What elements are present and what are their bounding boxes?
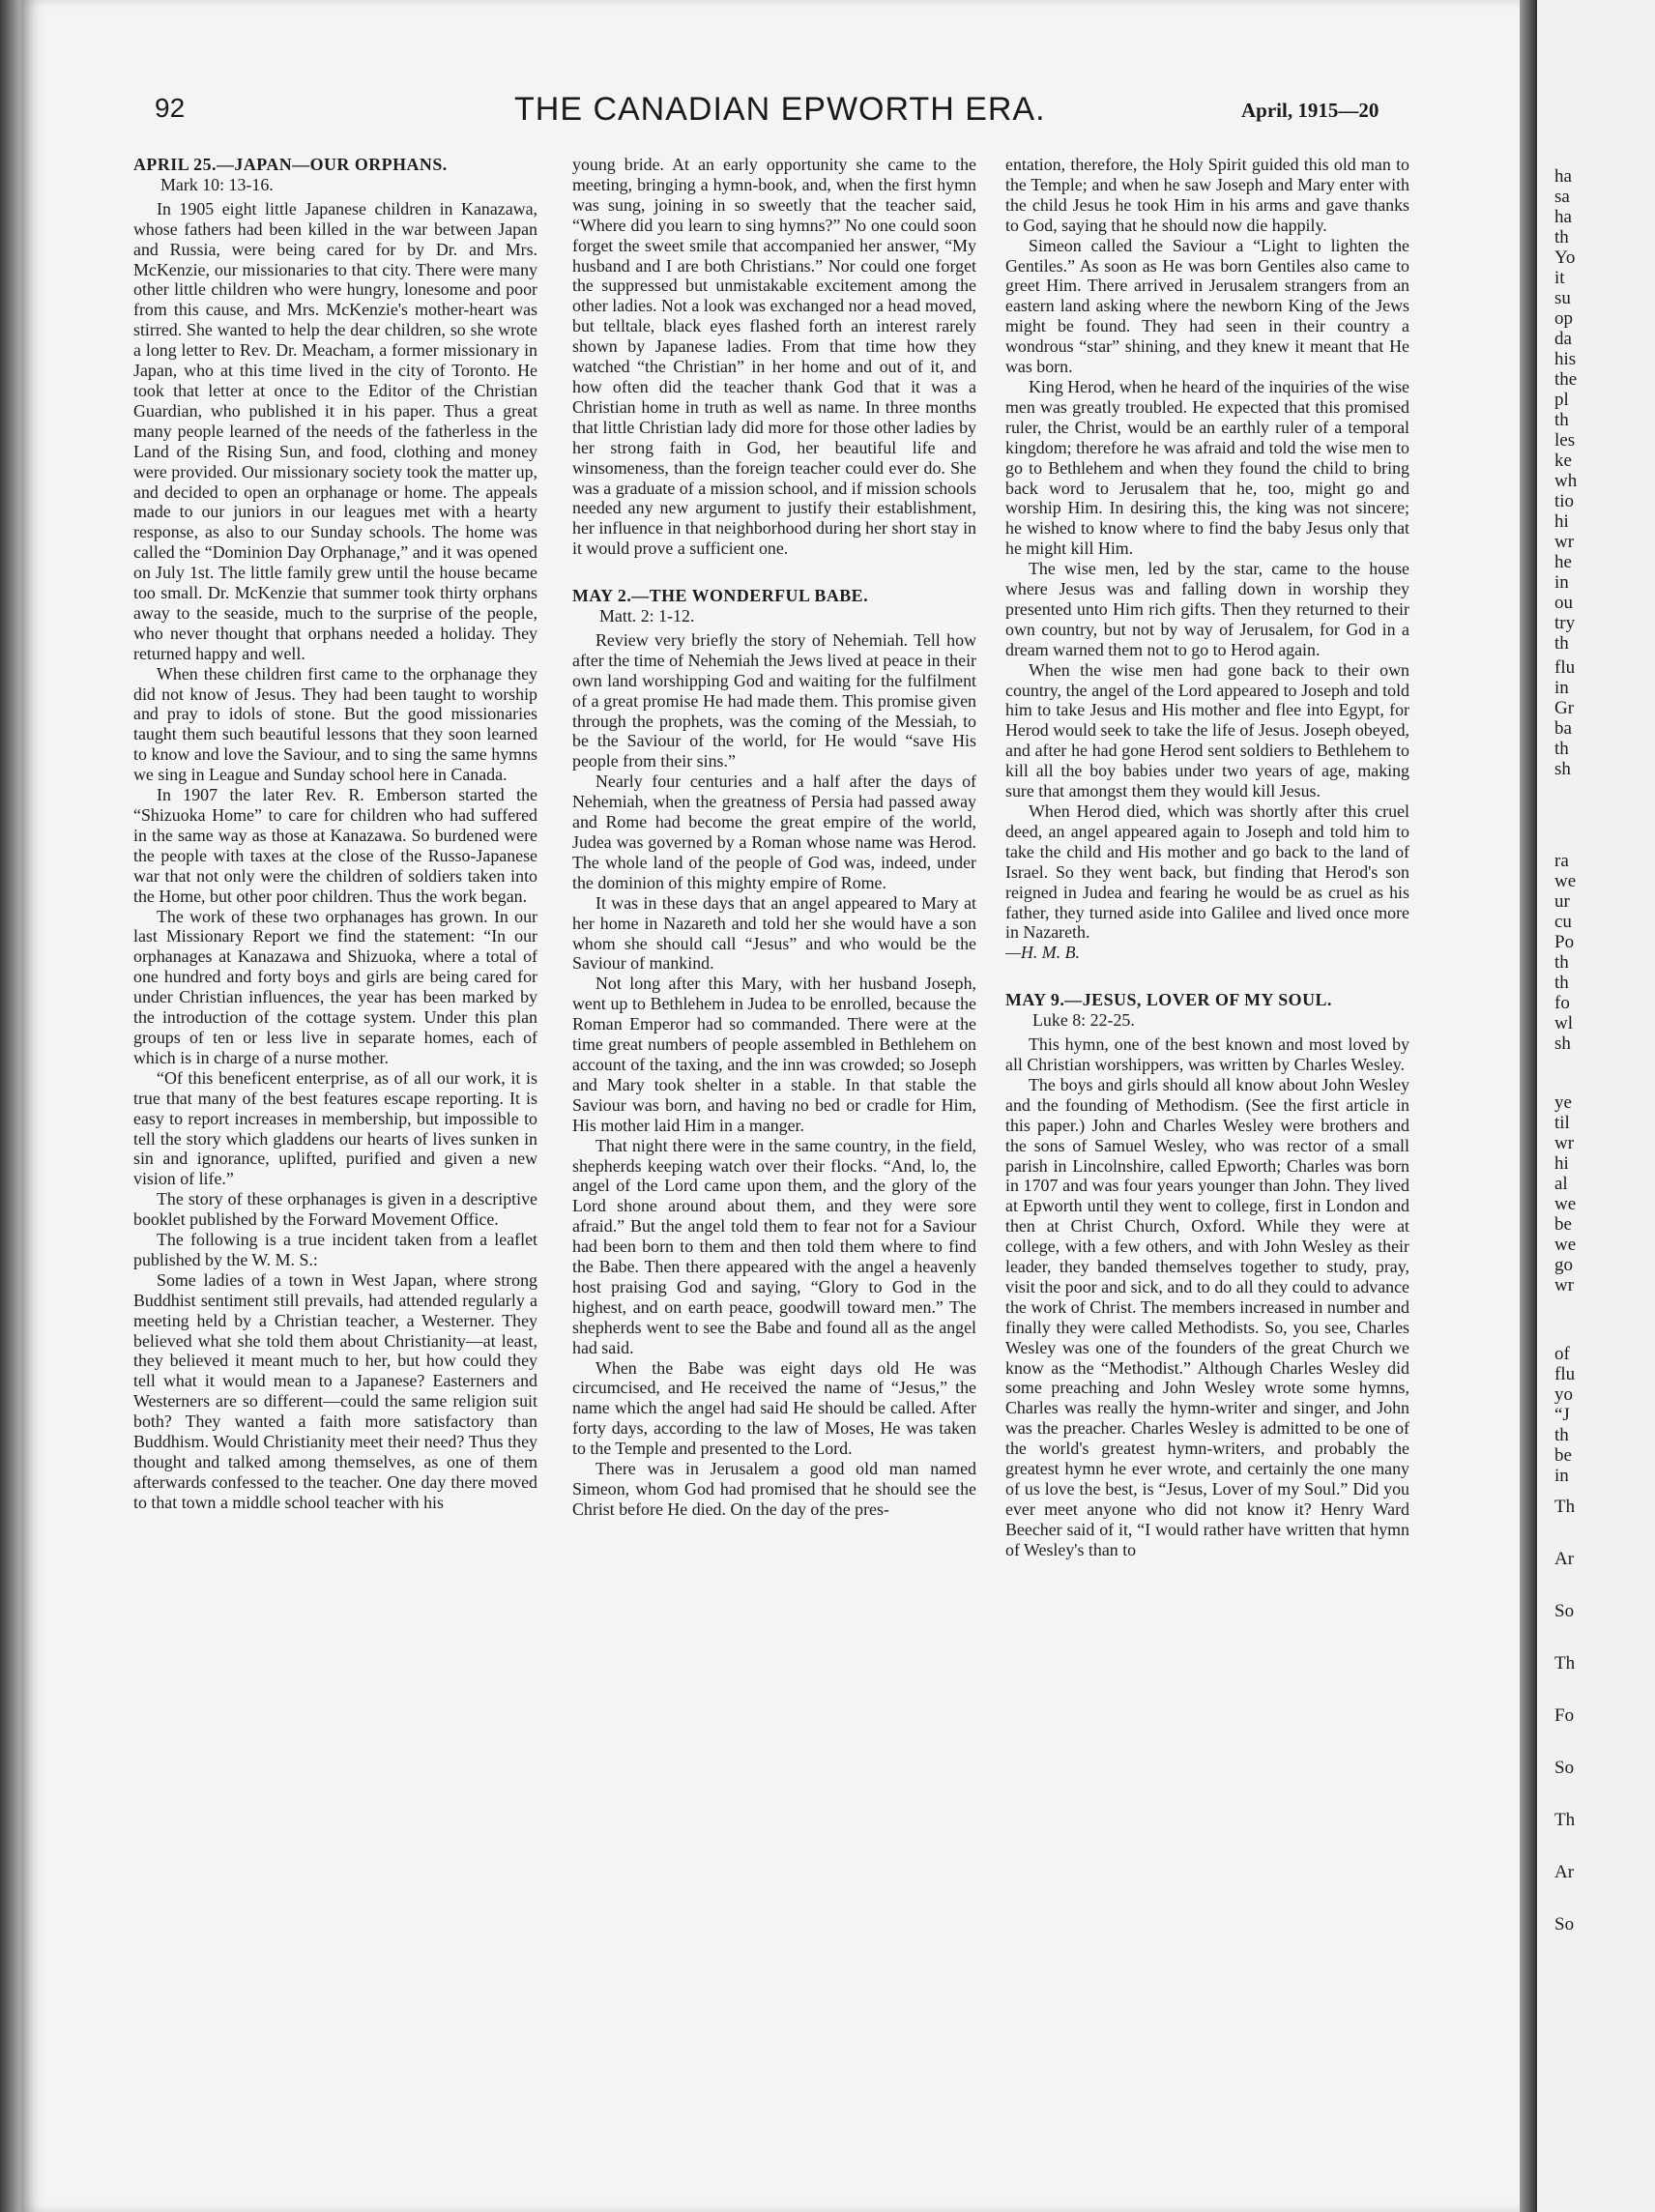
section-divider-space	[572, 559, 976, 586]
facing-page-text-fragment: sh	[1554, 1033, 1571, 1054]
paragraph: The boys and girls should all know about John Wesley and the founding of Methodism. (See the first article in this paper.) John and Charles Wesley were brothers and the sons of Samuel Wesley, who was rector of a small parish in Lincolnshire, called Epworth; Charles was born in 1707 and was four years younger than John. They lived at Epworth until they went to college, first in London and then at Christ Church, Oxford. While they were at college, with a few others, and with John Wesley as their leader, they banded themselves together to study, pray, visit the poor and sick, and to do all they could to advance the work of Christ. The members increased in number and finally they were called Methodists. So, you see, Charles Wesley was one of the founders of the great Church we know as the “Methodist.” Although Charles Wesley did some preaching and John Wesley wrote some hymns, Charles was really the hymn-writer and singer, and John was the preacher. Charles Wesley is admitted to be one of the world's greatest hymn-writers, and probably the greatest hymn he ever wrote, and certainly the one many of us love the best, is “Jesus, Lover of my Soul.” Did you ever meet anyone who did not know it? Henry Ward Beecher said of it, “I would rather have written that hymn of Wesley's than to	[1005, 1074, 1409, 1559]
lesson-heading-april-25: APRIL 25.—JAPAN—OUR ORPHANS.	[133, 155, 448, 174]
facing-page-text-fragment: Fo	[1554, 1705, 1575, 1726]
facing-page-text-fragment: ba	[1554, 718, 1572, 739]
paragraph: entation, therefore, the Holy Spirit guided this old man to the Temple; and when he saw Joseph and Mary enter with the child Jesus he took Him in his arms and gave thanks to God, saying that he should now die happily.	[1005, 155, 1409, 235]
facing-page-text-fragment: wl	[1554, 1013, 1573, 1033]
facing-page-text-fragment: ra	[1554, 851, 1569, 871]
facing-page-text-fragment: in	[1554, 572, 1569, 593]
paragraph: When the Babe was eight days old He was circumcised, and He received the name of “Jesus,” the name which the angel had said He should be called. After forty days, according to the law of Moses, He was taken to the Temple and presented to the Lord.	[572, 1357, 976, 1459]
masthead-title: THE CANADIAN EPWORTH ERA.	[514, 91, 1046, 128]
facing-page-text-fragment: try	[1554, 613, 1576, 633]
facing-page-text-fragment: th	[1554, 410, 1569, 430]
facing-page-text-fragment: his	[1554, 349, 1577, 369]
facing-page-text-fragment: th	[1554, 633, 1569, 654]
scripture-reference: Mark 10: 13-16.	[160, 174, 274, 194]
facing-page-text-fragment: hi	[1554, 1153, 1569, 1174]
paragraph: That night there were in the same country, in the field, shepherds keeping watch over their flocks. “And, lo, the angel of the Lord came upon them, and the glory of the Lord shone around about them, and they were sore afraid.” But the angel told them to fear not for a Saviour had been born to them and then told them where to find the Babe. Then there appeared with the angel a heavenly host praising God and saying, “Glory to God in the highest, and on earth peace, goodwill toward men.” The shepherds went to see the Babe and found all as the angel had said.	[572, 1135, 976, 1357]
page-header	[21, 93, 1520, 131]
paragraph: This hymn, one of the best known and most loved by all Christian worshippers, was written by Charles Wesley.	[1005, 1034, 1409, 1074]
paragraph: When the wise men had gone back to their own country, the angel of the Lord appeared to Joseph and told him to take Jesus and His mother and flee into Egypt, for Herod would seek to take the life of Jesus. Joseph obeyed, and after he had gone Herod sent soldiers to Bethlehem to kill all the boy babies under two years of age, making sure that amongst them they would kill Jesus.	[1005, 659, 1409, 801]
facing-page-text-fragment: wh	[1554, 471, 1578, 491]
facing-page-text-fragment: ye	[1554, 1092, 1572, 1113]
facing-page-text-fragment: be	[1554, 1445, 1572, 1466]
page-gutter-shadow	[1520, 0, 1537, 2212]
paragraph: Simeon called the Saviour a “Light to lighten the Gentiles.” As soon as He was born Gentiles also came to greet Him. There arrived in Jerusalem strangers from an eastern land asking where the newborn King of the Jews might be found. They had seen in their country a wondrous “star” shining, and they knew it meant that He was born.	[1005, 235, 1409, 377]
paragraph: The following is a true incident taken from a leaflet published by the W. M. S.:	[133, 1230, 537, 1269]
facing-page-text-fragment: wr	[1554, 1133, 1575, 1153]
paragraph: Not long after this Mary, with her husband Joseph, went up to Bethlehem in Judea to be enrolled, because the Roman Emperor had so commanded. There were at the time great numbers of people assembled in Bethlehem on account of the taxing, and the inn was crowded; so Joseph and Mary took shelter in a stable. In that stable the Saviour was born, and having no bed or cradle for Him, His mother laid Him in a manger.	[572, 974, 976, 1135]
facing-page-text-fragment: Gr	[1554, 698, 1575, 718]
paragraph: In 1907 the later Rev. R. Emberson started the “Shizuoka Home” to care for children who had suffered in the same way as those at Kanazawa. So burdened were the people with taxes at the close of the Russo-Japanese war that not only were the children of soldiers taken into the Home, but other poor children. Thus the work began.	[133, 785, 537, 906]
author-initials: —H. M. B.	[1005, 943, 1081, 963]
facing-page-text-fragment: Th	[1554, 1810, 1576, 1830]
paragraph: When these children first came to the orphanage they did not know of Jesus. They had been taught to worship and pray to idols of stone. But the good missionaries taught them such beautiful lessons that they soon learned to know and love the Saviour, and to sing the same hymns we sing in League and Sunday school here in Canada.	[133, 663, 537, 785]
facing-page-text-fragment: Yo	[1554, 247, 1576, 268]
facing-page-text-fragment: So	[1554, 1914, 1575, 1935]
facing-page-text-fragment: sa	[1554, 187, 1570, 207]
facing-page-text-fragment: ou	[1554, 593, 1573, 613]
facing-page-text-fragment: we	[1554, 1235, 1577, 1255]
facing-page-text-fragment: th	[1554, 739, 1569, 759]
facing-page-text-fragment: th	[1554, 1425, 1569, 1445]
paragraph: “Of this beneficent enterprise, as of all our work, it is true that many of the best features escape reporting. It is easy to report increases in membership, but impossible to tell the story which gladdens our hearts of lives sunken in sin and ignorance, uplifted, purified and given a new vision of life.”	[133, 1067, 537, 1189]
facing-page-text-fragment: Ar	[1554, 1549, 1575, 1569]
facing-page-text-fragment: hi	[1554, 511, 1569, 532]
facing-page-text-fragment: Ar	[1554, 1862, 1575, 1882]
facing-page-text-fragment: in	[1554, 1466, 1569, 1486]
scripture-reference: Matt. 2: 1-12.	[599, 606, 695, 626]
facing-page-text-fragment: it	[1554, 268, 1565, 288]
facing-page-text-fragment: he	[1554, 552, 1572, 572]
facing-page-text-fragment: su	[1554, 288, 1571, 308]
facing-page-text-fragment: op	[1554, 308, 1573, 329]
facing-page-text-fragment: of	[1554, 1344, 1570, 1364]
paragraph: young bride. At an early opportunity she came to the meeting, bringing a hymn-book, and, when the first hymn was sung, joining in so sweetly that the teacher said, “Where did you learn to sing hymns?” No one could soon forget the sweet smile that accompanied her answer, “My husband and I are both Christians.” Nor could one forget the suppressed but unmistakable excitement among the other ladies. Not a look was exchanged nor a head moved, but telltale, black eyes flashed forth an interest rarely shown by Japanese ladies. From that time how they watched “the Christian” in her home and out of it, and how often did the teacher thank God that it was a Christian home in truth as well as name. In three months that little Christian lady did more for those other ladies by her strong faith in God, her beautiful life and winsomeness, than the foreign teacher could ever do. She was a graduate of a mission school, and if mission schools needed any new argument to justify their establishment, her influence in that neighborhood during her short stay in it would prove a sufficient one.	[572, 155, 976, 559]
facing-page-text-fragment: ha	[1554, 166, 1572, 187]
paragraph: Some ladies of a town in West Japan, where strong Buddhist sentiment still prevails, had attended regularly a meeting held by a Christian teacher, a Westerner. They believed what she told them about Christianity—at least, they believed it meant much to her, but how could they tell what it would mean to a Japanese? Easterners and Westerners are so different—could the same religion suit both? They wanted a faith more satisfactory than Buddhism. Would Christianity meet their need? Thus they thought and talked among themselves, as one of them afterwards confessed to the teacher. One day there moved to that town a middle school teacher with his	[133, 1269, 537, 1512]
facing-page-text-fragment: ur	[1554, 891, 1570, 912]
column-2	[572, 155, 976, 2195]
facing-page-text-fragment: wr	[1554, 532, 1575, 552]
column-1	[133, 155, 537, 2195]
paragraph: There was in Jerusalem a good old man named Simeon, whom God had promised that he should see the Christ before He died. On the day of the pres-	[572, 1459, 976, 1519]
facing-page-text-fragment: til	[1554, 1113, 1570, 1133]
paragraph: King Herod, when he heard of the inquiries of the wise men was greatly troubled. He expected that this promised ruler, the Christ, would be an earthly ruler of a temporal kingdom; therefore he was afraid and told the wise men to go to Bethlehem and when they found the child to bring back word to Jerusalem that he, too, might go and worship Him. In desiring this, the king was not sincere; he wished to know where to find the baby Jesus only that he might kill Him.	[1005, 376, 1409, 559]
paragraph: The story of these orphanages is given in a descriptive booklet published by the Forward Movement Office.	[133, 1189, 537, 1230]
paragraph: The wise men, led by the star, came to the house where Jesus was and falling down in worship they presented unto Him rich gifts. Then they returned to their own country, but not by way of Jerusalem, for God in a dream warned them not to go to Herod again.	[1005, 559, 1409, 659]
facing-page-text-fragment: ke	[1554, 451, 1572, 471]
facing-page-text-fragment: yo	[1554, 1384, 1573, 1405]
facing-page-text-fragment: cu	[1554, 912, 1572, 932]
paragraph: Nearly four centuries and a half after the days of Nehemiah, when the greatness of Persia had passed away and Rome had become the great empire of the world, Judea was governed by a Roman whose name was Herod. The whole land of the people of God was, indeed, under the dominion of this mighty empire of Rome.	[572, 771, 976, 892]
facing-page-text-fragment: tio	[1554, 491, 1575, 511]
paragraph: In 1905 eight little Japanese children in Kanazawa, whose fathers had been killed in the war between Japan and Russia, were being cared for by Dr. and Mrs. McKenzie, our missionaries to that city. There were many other little children who were hungry, lonesome and poor from this cause, and Mrs. McKenzie's mother-heart was stirred. She wanted to help the dear children, so she wrote a long letter to Rev. Dr. Meacham, a former missionary in Japan, who at this time lived in the city of Toronto. He took that letter at once to the Editor of the Christian Guardian, who published it in his paper. Thus a great many people learned of the needs of the fatherless in the Land of the Rising Sun, and food, clothing and money were provided. Our missionary society took the matter up, and decided to open an orphanage or home. The appeals made to our juniors in our leagues met with a hearty response, as also to our Sunday schools. The home was called the “Dominion Day Orphanage,” and it was opened on July 1st. The little family grew until the house became too small. Dr. McKenzie that summer took thirty orphans away to the seaside, much to the surprise of the people, who never thought that orphans needed a holiday. They returned happy and well.	[133, 198, 537, 663]
facing-page-text-fragment: th	[1554, 227, 1569, 247]
paragraph: It was in these days that an angel appeared to Mary at her home in Nazareth and told her she would have a son whom she should call “Jesus” and who would be the Saviour of mankind.	[572, 892, 976, 974]
facing-page-text-fragment: Th	[1554, 1497, 1576, 1517]
facing-page-text-fragment: ha	[1554, 207, 1572, 227]
lesson-heading-may-2: MAY 2.—THE WONDERFUL BABE.	[572, 586, 869, 606]
facing-page-text-fragment: al	[1554, 1174, 1568, 1194]
facing-page-text-fragment: flu	[1554, 657, 1576, 678]
page-number: 92	[155, 93, 186, 123]
adjacent-page-edge	[1537, 0, 1655, 2212]
facing-page-text-fragment: da	[1554, 329, 1572, 349]
facing-page-text-fragment: th	[1554, 973, 1569, 993]
facing-page-text-fragment: Po	[1554, 932, 1575, 952]
facing-page-text-fragment: in	[1554, 678, 1569, 698]
issue-date: April, 1915—20	[1241, 99, 1379, 122]
facing-page-text-fragment: be	[1554, 1214, 1572, 1235]
paragraph: When Herod died, which was shortly after this cruel deed, an angel appeared again to Joseph and told him to take the child and His mother and go back to the land of Israel. So they went back, but finding that Herod's son reigned in Judea and fearing he would be as cruel as his father, they turned aside into Galilee and lived once more in Nazareth.	[1005, 801, 1409, 943]
facing-page-text-fragment: Th	[1554, 1653, 1576, 1674]
lesson-heading-may-9: MAY 9.—JESUS, LOVER OF MY SOUL.	[1005, 990, 1332, 1010]
section-divider-space	[1005, 963, 1409, 990]
paragraph: The work of these two orphanages has grown. In our last Missionary Report we find the statement: “In our orphanages at Kanazawa and Shizuoka, where a total of one hundred and forty boys and girls are being cared for under Christian influences, the year has been marked by the introduction of the cottage system. Under this plan groups of ten or less live in separate homes, each of which is in charge of a nurse mother.	[133, 906, 537, 1067]
facing-page-text-fragment: wr	[1554, 1275, 1575, 1295]
facing-page-text-fragment: sh	[1554, 759, 1571, 779]
facing-page-text-fragment: “J	[1554, 1405, 1570, 1425]
facing-page-text-fragment: So	[1554, 1601, 1575, 1621]
magazine-page	[21, 0, 1520, 2212]
column-3	[1005, 155, 1409, 2195]
facing-page-text-fragment: So	[1554, 1758, 1575, 1778]
facing-page-text-fragment: pl	[1554, 390, 1569, 410]
facing-page-text-fragment: les	[1554, 430, 1576, 451]
facing-page-text-fragment: flu	[1554, 1364, 1576, 1384]
facing-page-text-fragment: fo	[1554, 993, 1570, 1013]
facing-page-text-fragment: the	[1554, 369, 1578, 390]
facing-page-text-fragment: we	[1554, 1194, 1577, 1214]
facing-page-text-fragment: th	[1554, 952, 1569, 973]
facing-page-text-fragment: go	[1554, 1255, 1573, 1275]
facing-page-text-fragment: we	[1554, 871, 1577, 891]
paragraph: Review very briefly the story of Nehemiah. Tell how after the time of Nehemiah the Jews lived at peace in their own land worshipping God and waiting for the fulfilment of a great promise He had made them. This promise given through the prophets, was the coming of the Messiah, to be the Saviour of the world, for He would “save His people from their sins.”	[572, 629, 976, 771]
scripture-reference: Luke 8: 22-25.	[1032, 1010, 1135, 1031]
